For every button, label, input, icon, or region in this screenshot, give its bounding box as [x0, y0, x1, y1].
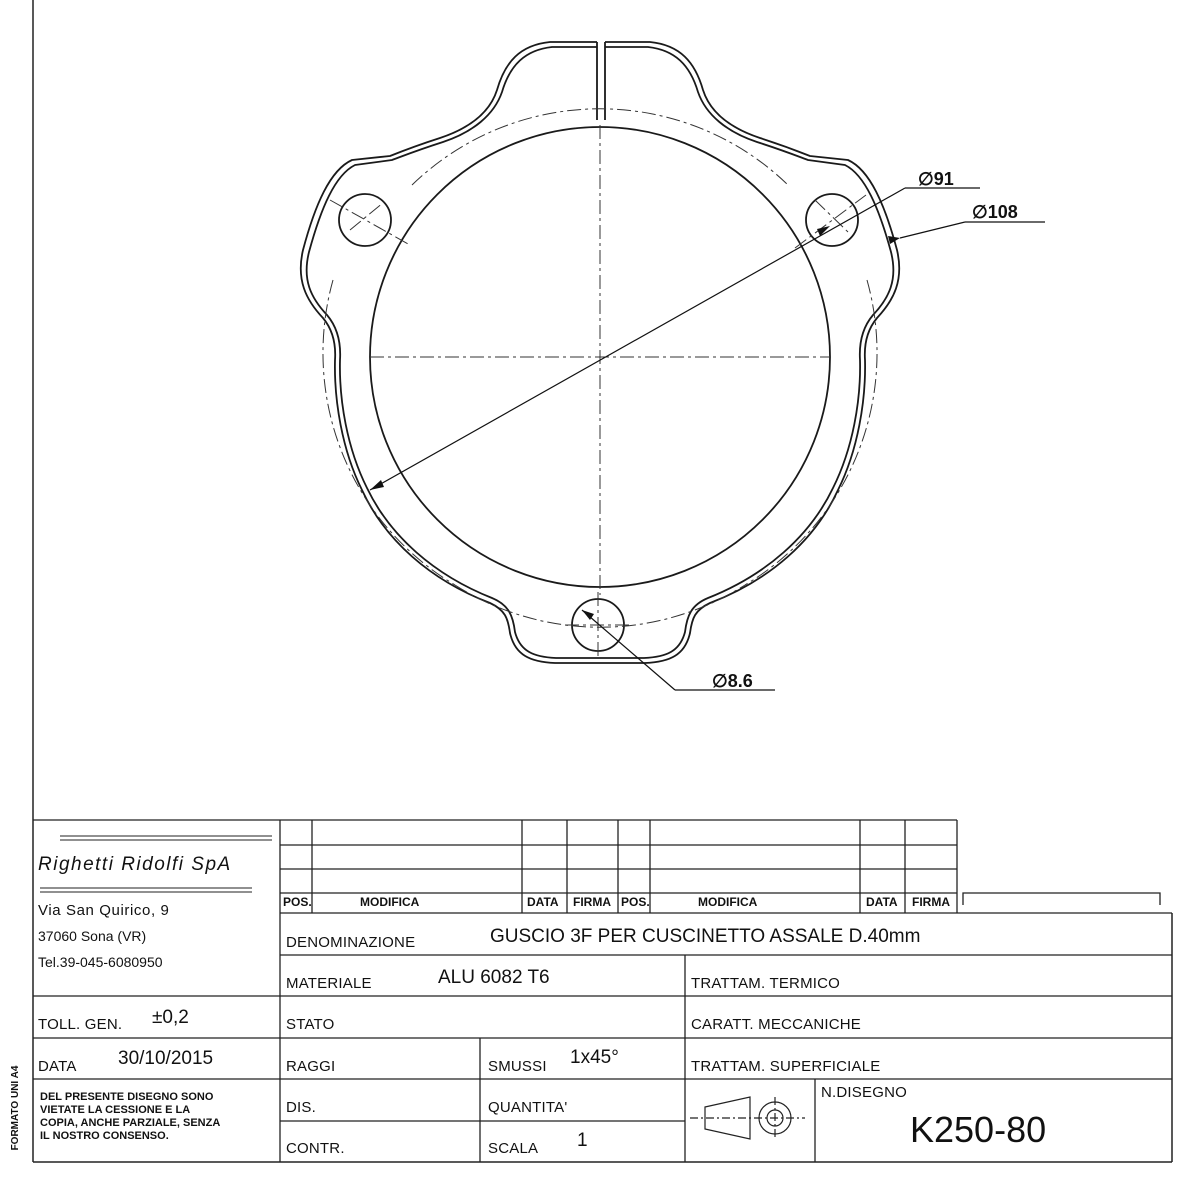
dimension-label-108: ∅108 — [972, 202, 1018, 222]
dimension-label-91: ∅91 — [918, 169, 954, 189]
rev-header-pos-2: POS. — [621, 895, 650, 909]
data-label: DATA — [38, 1058, 77, 1075]
projection-symbol-icon — [690, 1097, 805, 1140]
company-address-line1: Via San Quirico, 9 — [38, 902, 170, 919]
company-address-line2: 37060 Sona (VR) — [38, 928, 147, 944]
n-disegno-label: N.DISEGNO — [821, 1084, 907, 1101]
tratt-superficiale-label: TRATTAM. SUPERFICIALE — [691, 1058, 881, 1075]
center-lines — [323, 109, 877, 660]
contr-label: CONTR. — [286, 1140, 345, 1157]
caratt-meccaniche-label: CARATT. MECCANICHE — [691, 1016, 861, 1033]
scala-value: 1 — [577, 1130, 588, 1151]
raggi-label: RAGGI — [286, 1058, 336, 1075]
tratt-termico-label: TRATTAM. TERMICO — [691, 975, 841, 992]
rev-header-pos: POS. — [283, 895, 312, 909]
dis-label: DIS. — [286, 1099, 316, 1116]
n-disegno-value: K250-80 — [910, 1109, 1047, 1150]
company-name: Righetti Ridolfi SpA — [38, 854, 232, 875]
formato-label: FORMATO UNI A4 — [10, 1065, 21, 1151]
scala-label: SCALA — [488, 1140, 539, 1157]
rev-header-data-2: DATA — [866, 895, 898, 909]
rev-header-firma: FIRMA — [573, 895, 611, 909]
rev-header-modifica: MODIFICA — [360, 895, 420, 909]
data-value: 30/10/2015 — [118, 1048, 214, 1069]
disclaimer-line2: VIETATE LA CESSIONE E LA — [40, 1104, 191, 1116]
rev-header-modifica-2: MODIFICA — [698, 895, 758, 909]
toll-gen-value: ±0,2 — [152, 1007, 189, 1028]
stato-label: STATO — [286, 1016, 335, 1033]
smussi-label: SMUSSI — [488, 1058, 547, 1075]
toll-gen-label: TOLL. GEN. — [38, 1016, 123, 1033]
company-phone: Tel.39-045-6080950 — [38, 954, 163, 970]
denominazione-value: GUSCIO 3F PER CUSCINETTO ASSALE D.40mm — [490, 926, 921, 947]
dimension-label-8-6: ∅8.6 — [712, 671, 753, 691]
disclaimer-line4: IL NOSTRO CONSENSO. — [40, 1130, 169, 1142]
denominazione-label: DENOMINAZIONE — [286, 934, 416, 951]
materiale-value: ALU 6082 T6 — [438, 967, 550, 988]
materiale-label: MATERIALE — [286, 975, 372, 992]
disclaimer-line3: COPIA, ANCHE PARZIALE, SENZA — [40, 1117, 221, 1129]
sheet-frame — [33, 0, 1172, 1162]
rev-header-firma-2: FIRMA — [912, 895, 950, 909]
smussi-value: 1x45° — [570, 1047, 619, 1068]
dimension-lines — [370, 188, 1045, 690]
rev-header-data: DATA — [527, 895, 559, 909]
disclaimer-line1: DEL PRESENTE DISEGNO SONO — [40, 1091, 214, 1103]
quantita-label: QUANTITA' — [488, 1099, 568, 1116]
